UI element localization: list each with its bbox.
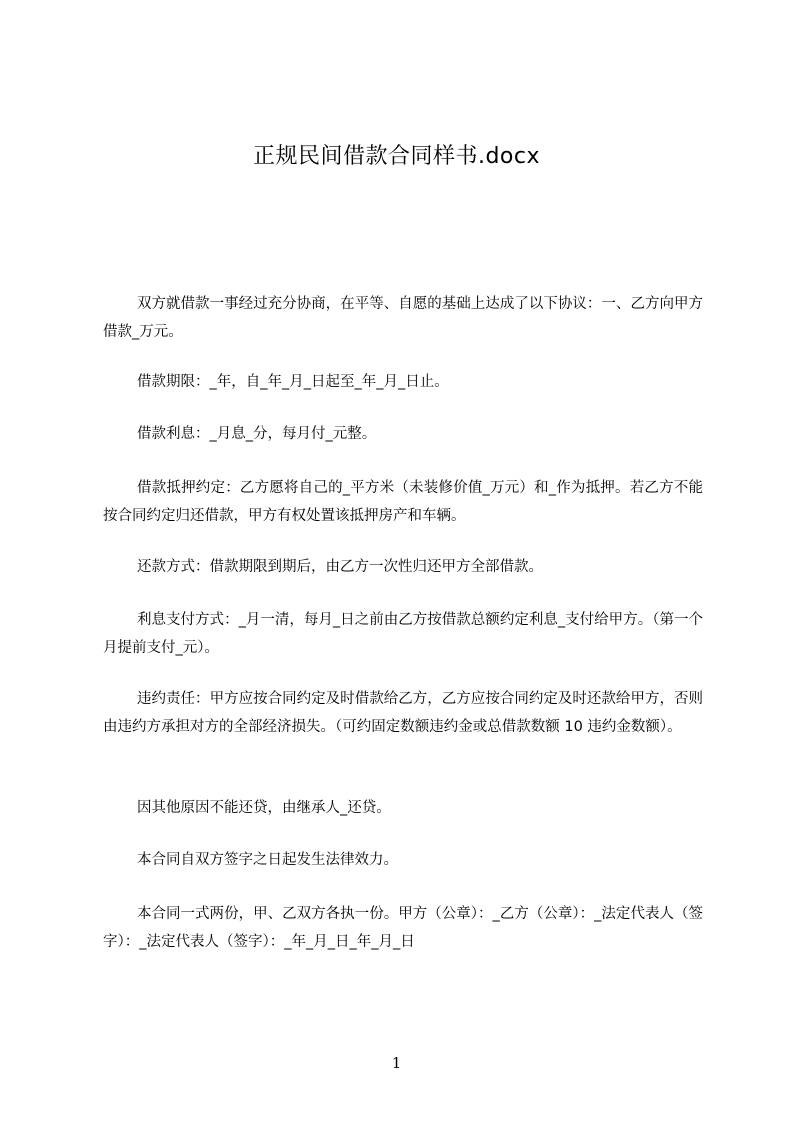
- paragraph-agreement-intro: 双方就借款一事经过充分协商，在平等、自愿的基础上达成了以下协议：一、乙方向甲方借款_万元。: [103, 296, 703, 340]
- paragraph-breach-liability: 违约责任：甲方应按合同约定及时借款给乙方，乙方应按合同约定及时还款给甲方，否则由违约方承担对方的全部经济损失。（可约固定数额违约金或总借款数额 10 违约金数额）。: [103, 691, 703, 735]
- paragraph-repayment-method: 还款方式：借款期限到期后，由乙方一次性归还甲方全部借款。: [137, 559, 543, 575]
- paragraph-signatures: 本合同一式两份，甲、乙双方各执一份。甲方（公章）：_乙方（公章）：_法定代表人（签字）：_法定代表人（签字）：_年_月_日_年_月_日: [103, 906, 703, 950]
- document-title: 正规民间借款合同样书.docx: [252, 144, 541, 169]
- paragraph-interest-payment: 利息支付方式：_月一清，每月_日之前由乙方按借款总额约定利息_支付给甲方。（第一个月提前支付_元）。: [103, 612, 703, 656]
- paragraph-effective-date: 本合同自双方签字之日起发生法律效力。: [137, 852, 398, 868]
- page-number: 1: [391, 1054, 402, 1072]
- paragraph-loan-interest: 借款利息：_月息_分，每月付_元整。: [137, 426, 377, 442]
- paragraph-collateral: 借款抵押约定：乙方愿将自己的_平方米（未装修价值_万元）和_作为抵押。若乙方不能按合同约定归还借款，甲方有权处置该抵押房产和车辆。: [103, 480, 703, 524]
- paragraph-heir-repayment: 因其他原因不能还贷，由继承人_还贷。: [137, 800, 391, 816]
- paragraph-loan-term: 借款期限：_年，自_年_月_日起至_年_月_日止。: [137, 374, 449, 390]
